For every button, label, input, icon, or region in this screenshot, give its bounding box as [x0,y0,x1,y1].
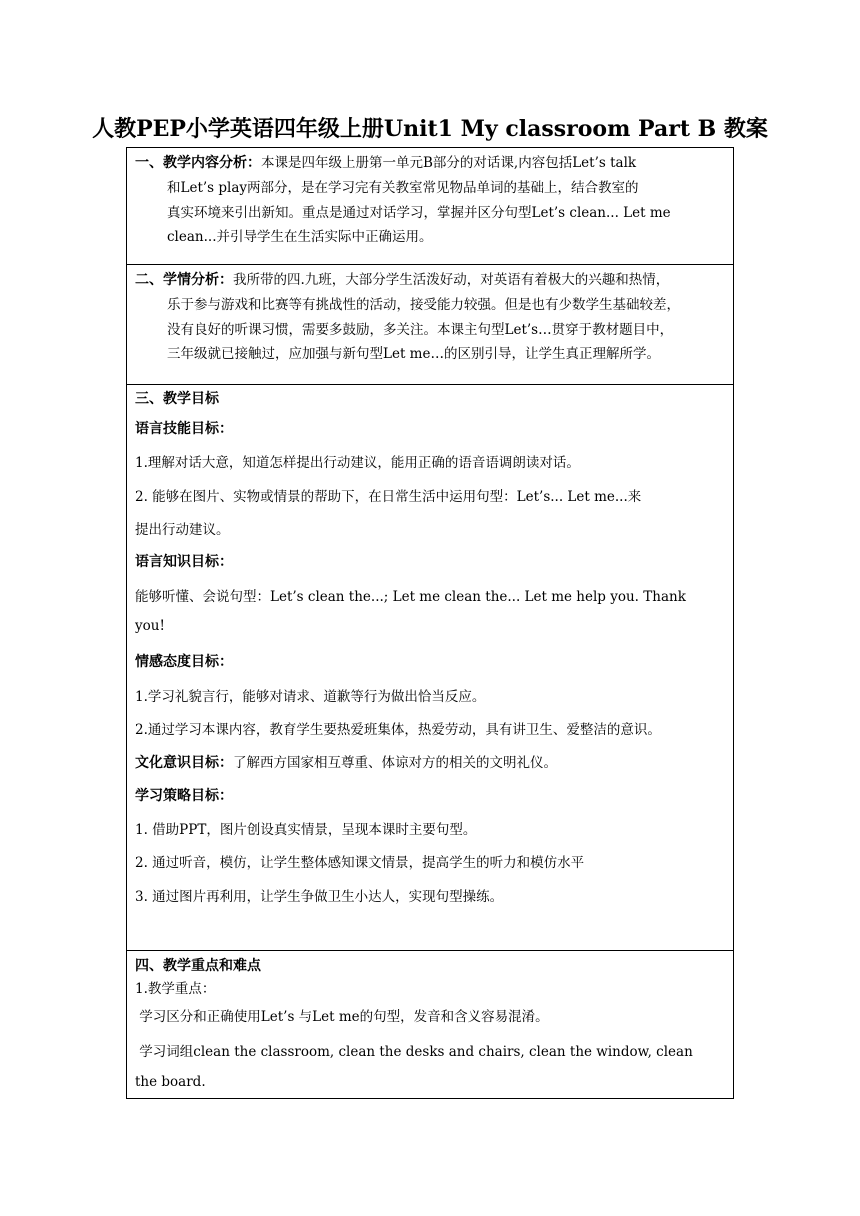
content-analysis-line: clean...并引导学生在生活实际中正确运用。 [167,229,433,245]
student-analysis-line: 三年级就已接触过，应加强与新句型Let me…的区别引导，让学生真正理解所学。 [167,346,660,362]
strategy-item: 2. 通过听音，模仿，让学生整体感知课文情景，提高学生的听力和模仿水平 [135,855,585,871]
strategy-item: 1. 借助PPT，图片创设真实情景，呈现本课时主要句型。 [135,822,477,838]
teaching-objectives-heading: 三、教学目标 [135,391,219,407]
language-skills-item: 提出行动建议。 [135,522,230,538]
key-points-line: 学习区分和正确使用Let’s 与Let me的句型，发音和含义容易混淆。 [135,1009,549,1025]
student-analysis-cell [127,265,733,385]
teaching-objectives-cell [127,385,733,951]
language-knowledge-item: you! [135,618,165,634]
culture-heading: 文化意识目标： [135,755,233,771]
student-analysis-line: 乐于参与游戏和比赛等有挑战性的活动，接受能力较强。但是也有少数学生基础较差， [167,297,680,313]
content-analysis-line: 真实环境来引出新知。重点是通过对话学习，掌握并区分句型Let’s clean... Let me [167,205,671,221]
culture-text: 了解西方国家相互尊重、体谅对方的相关的文明礼仪。 [233,755,557,771]
student-analysis-line: 我所带的四.九班，大部分学生活泼好动，对英语有着极大的兴趣和热情， [233,272,670,288]
content-analysis-line: 本课是四年级上册第一单元B部分的对话课,内容包括Let’s talk [261,155,637,171]
student-analysis-line: 没有良好的听课习惯，需要多鼓励，多关注。本课主句型Let’s…贯穿于教材题目中， [167,322,674,338]
language-skills-item: 1.理解对话大意，知道怎样提出行动建议，能用正确的语音语调朗读对话。 [135,455,580,471]
content-analysis-heading: 一、教学内容分析： [135,155,261,171]
lesson-plan-table [126,147,734,1099]
attitude-item: 1.学习礼貌言行，能够对请求、道歉等行为做出恰当反应。 [135,689,486,705]
attitude-heading: 情感态度目标： [135,654,233,670]
key-points-line: 学习词组clean the classroom, clean the desks and chairs, clean the window, clean [135,1044,693,1060]
content-analysis-line: 和Let’s play两部分，是在学习完有关教室常见物品单词的基础上，结合教室的 [167,180,639,196]
language-knowledge-item: 能够听懂、会说句型：Let’s clean the...; Let me clean the... Let me help you. Thank [135,589,686,605]
document-title: 人教PEP小学英语四年级上册Unit1 My classroom Part B 教案 [92,116,768,142]
key-points-cell [127,951,733,1098]
key-points-subheading: 1.教学重点： [135,981,216,997]
strategy-heading: 学习策略目标： [135,788,233,804]
language-skills-heading: 语言技能目标： [135,421,233,437]
content-analysis-cell [127,148,733,265]
strategy-item: 3. 通过图片再利用，让学生争做卫生小达人，实现句型操练。 [135,889,504,905]
attitude-item: 2.通过学习本课内容，教育学生要热爱班集体，热爱劳动，具有讲卫生、爱整洁的意识。 [135,722,661,738]
language-knowledge-heading: 语言知识目标： [135,554,233,570]
language-skills-item: 2. 能够在图片、实物或情景的帮助下，在日常生活中运用句型：Let’s... Let me...来 [135,489,642,505]
key-points-heading: 四、教学重点和难点 [135,958,261,974]
key-points-line: the board. [135,1074,206,1090]
student-analysis-heading: 二、学情分析： [135,272,233,288]
